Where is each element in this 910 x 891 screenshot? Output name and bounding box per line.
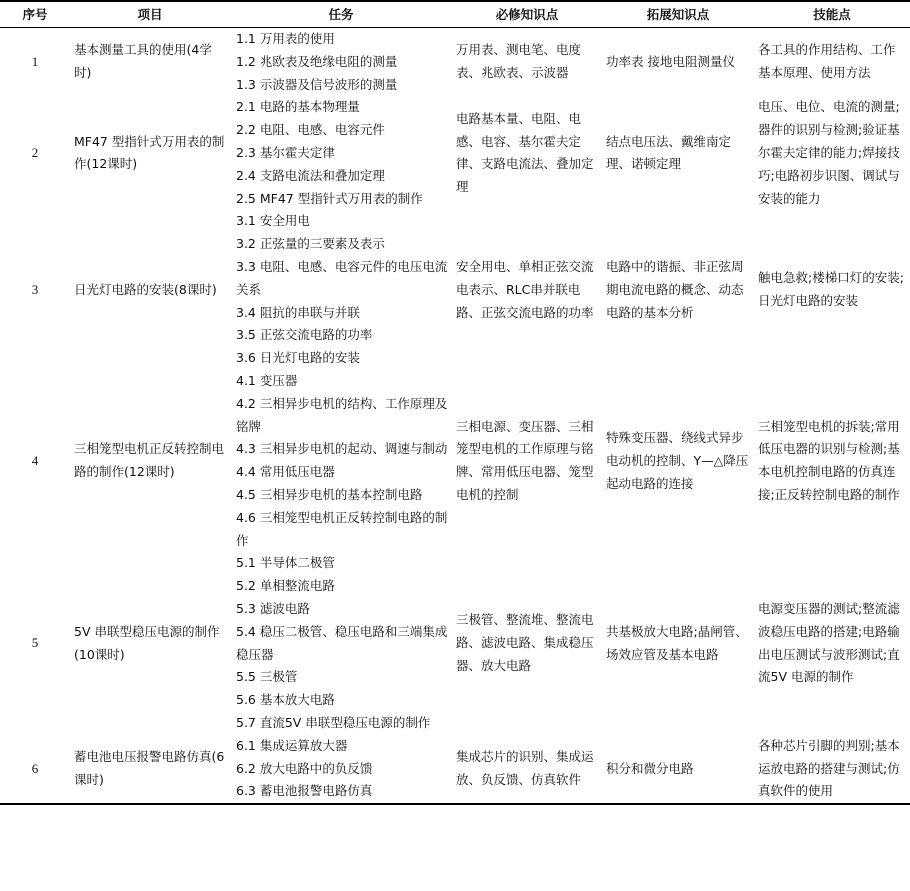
table-row <box>0 28 910 97</box>
task-item: 3.2 正弦量的三要素及表示 <box>236 236 385 252</box>
task-item: 1.3 示波器及信号波形的测量 <box>236 76 398 92</box>
task-item: 3.6 日光灯电路的安装 <box>236 350 360 366</box>
header-tasks: 任务 <box>230 1 452 28</box>
skills-cell: 电源变压器的测试;整流滤波稳压电路的搭建;电路输出电压测试与波形测试;直流5V 电源的制作 <box>758 600 900 685</box>
task-item: 4.5 三相异步电机的基本控制电路 <box>236 486 423 502</box>
tasks-cell <box>230 210 452 370</box>
task-item: 3.5 正弦交流电路的功率 <box>236 327 373 343</box>
task-item: 4.2 三相异步电机的结构、工作原理及铭牌 <box>236 395 448 434</box>
skills-cell: 各种芯片引脚的判别;基本运放电路的搭建与测试;仿真软件的使用 <box>754 735 910 804</box>
task-item: 2.3 基尔霍夫定律 <box>236 144 335 160</box>
project-cell: 基本测量工具的使用(4学时) <box>74 42 212 81</box>
task-item: 2.1 电路的基本物理量 <box>236 99 360 115</box>
header-num: 序号 <box>0 1 70 28</box>
row-number: 5 <box>31 635 39 651</box>
extended-cell: 电路中的谐振、非正弦周期电流电路的概念、动态电路的基本分析 <box>606 258 744 320</box>
extended-cell: 特殊变压器、绕线式异步电动机的控制、Y—△降压起动电路的连接 <box>606 429 749 491</box>
task-item: 4.1 变压器 <box>236 372 298 388</box>
task-item: 6.1 集成运算放大器 <box>236 737 348 753</box>
required-cell: 安全用电、单相正弦交流电表示、RLC串并联电路、正弦交流电路的功率 <box>456 258 594 320</box>
required-cell: 三相电源、变压器、三相笼型电机的工作原理与铭牌、常用低压电器、笼型电机的控制 <box>456 418 594 502</box>
required-cell: 电路基本量、电阻、电感、电容、基尔霍夫定律、支路电流法、叠加定理 <box>456 110 594 195</box>
project-cell: 三相笼型电机正反转控制电路的制作(12课时) <box>74 441 225 480</box>
task-item: 6.2 放大电路中的负反馈 <box>236 760 373 776</box>
row-number: 1 <box>31 53 39 69</box>
header-skills: 技能点 <box>754 1 910 28</box>
skills-cell: 各工具的作用结构、工作基本原理、使用方法 <box>758 42 896 81</box>
table-row <box>0 552 910 734</box>
extended-cell: 共基极放大电路;晶闸管、场效应管及基本电路 <box>606 623 748 662</box>
task-item: 2.2 电阻、电感、电容元件 <box>236 122 385 138</box>
table-body <box>0 28 910 805</box>
task-item: 6.3 蓄电池报警电路仿真 <box>236 783 373 799</box>
task-item: 5.3 滤波电路 <box>236 600 310 616</box>
table-row <box>0 96 910 210</box>
header-project: 项目 <box>70 1 230 28</box>
project-cell: MF47 型指针式万用表的制作(12课时) <box>74 133 225 172</box>
project-cell: 日光灯电路的安装(8课时) <box>74 281 217 297</box>
task-item: 2.5 MF47 型指针式万用表的制作 <box>236 190 423 206</box>
task-item: 3.1 安全用电 <box>236 213 310 229</box>
row-number: 2 <box>31 144 39 160</box>
extended-cell: 结点电压法、戴维南定理、诺顿定理 <box>606 133 732 172</box>
skills-cell: 电压、电位、电流的测量;器件的识别与检测;验证基尔霍夫定律的能力;焊接技巧;电路初步识图、调试与安装的能力 <box>758 99 900 206</box>
header-extended: 拓展知识点 <box>602 1 754 28</box>
required-cell: 集成芯片的识别、集成运放、负反馈、仿真软件 <box>452 735 602 804</box>
row-number: 6 <box>0 735 70 804</box>
task-item: 5.1 半导体二极管 <box>236 555 335 571</box>
task-item: 3.3 电阻、电感、电容元件的电压电流关系 <box>236 258 448 297</box>
table-header <box>0 1 910 28</box>
task-item: 1.1 万用表的使用 <box>236 31 335 46</box>
required-cell: 三极管、整流堆、整流电路、滤波电路、集成稳压器、放大电路 <box>456 612 594 673</box>
task-item: 5.5 三极管 <box>236 669 298 685</box>
tasks-cell <box>230 28 452 97</box>
task-item: 4.4 常用低压电器 <box>236 464 335 480</box>
project-cell: 5V 串联型稳压电源的制作(10课时) <box>74 623 220 662</box>
project-cell: 蓄电池电压报警电路仿真(6课时) <box>70 735 230 804</box>
task-item: 3.4 阻抗的串联与并联 <box>236 304 360 320</box>
header-required: 必修知识点 <box>452 1 602 28</box>
task-item: 1.2 兆欧表及绝缘电阻的测量 <box>236 53 398 69</box>
task-item: 5.2 单相整流电路 <box>236 578 335 594</box>
tasks-cell <box>230 552 452 734</box>
extended-cell: 积分和微分电路 <box>602 735 754 804</box>
task-item: 4.3 三相异步电机的起动、调速与制动 <box>236 441 448 457</box>
task-item: 5.4 稳压二极管、稳压电路和三端集成稳压器 <box>236 623 448 662</box>
tasks-cell <box>230 735 452 804</box>
task-item: 5.7 直流5V 串联型稳压电源的制作 <box>236 714 431 730</box>
tasks-cell <box>230 370 452 552</box>
row-number: 3 <box>31 281 39 297</box>
extended-cell: 功率表 接地电阻测量仪 <box>606 53 735 69</box>
table-row <box>0 210 910 370</box>
skills-cell: 触电急救;楼梯口灯的安装;日光灯电路的安装 <box>758 270 904 309</box>
table-row <box>0 735 910 804</box>
table-row <box>0 370 910 552</box>
skills-cell: 三相笼型电机的拆装;常用低压电器的识别与检测;基本电机控制电路的仿真连接;正反转控制电路的制作 <box>758 418 900 502</box>
task-item: 5.6 基本放大电路 <box>236 692 335 708</box>
task-item: 4.6 三相笼型电机正反转控制电路的制作 <box>236 509 448 548</box>
task-item: 2.4 支路电流法和叠加定理 <box>236 167 385 183</box>
tasks-cell <box>230 96 452 210</box>
required-cell: 万用表、测电笔、电度表、兆欧表、示波器 <box>456 42 582 81</box>
row-number: 4 <box>31 452 39 468</box>
